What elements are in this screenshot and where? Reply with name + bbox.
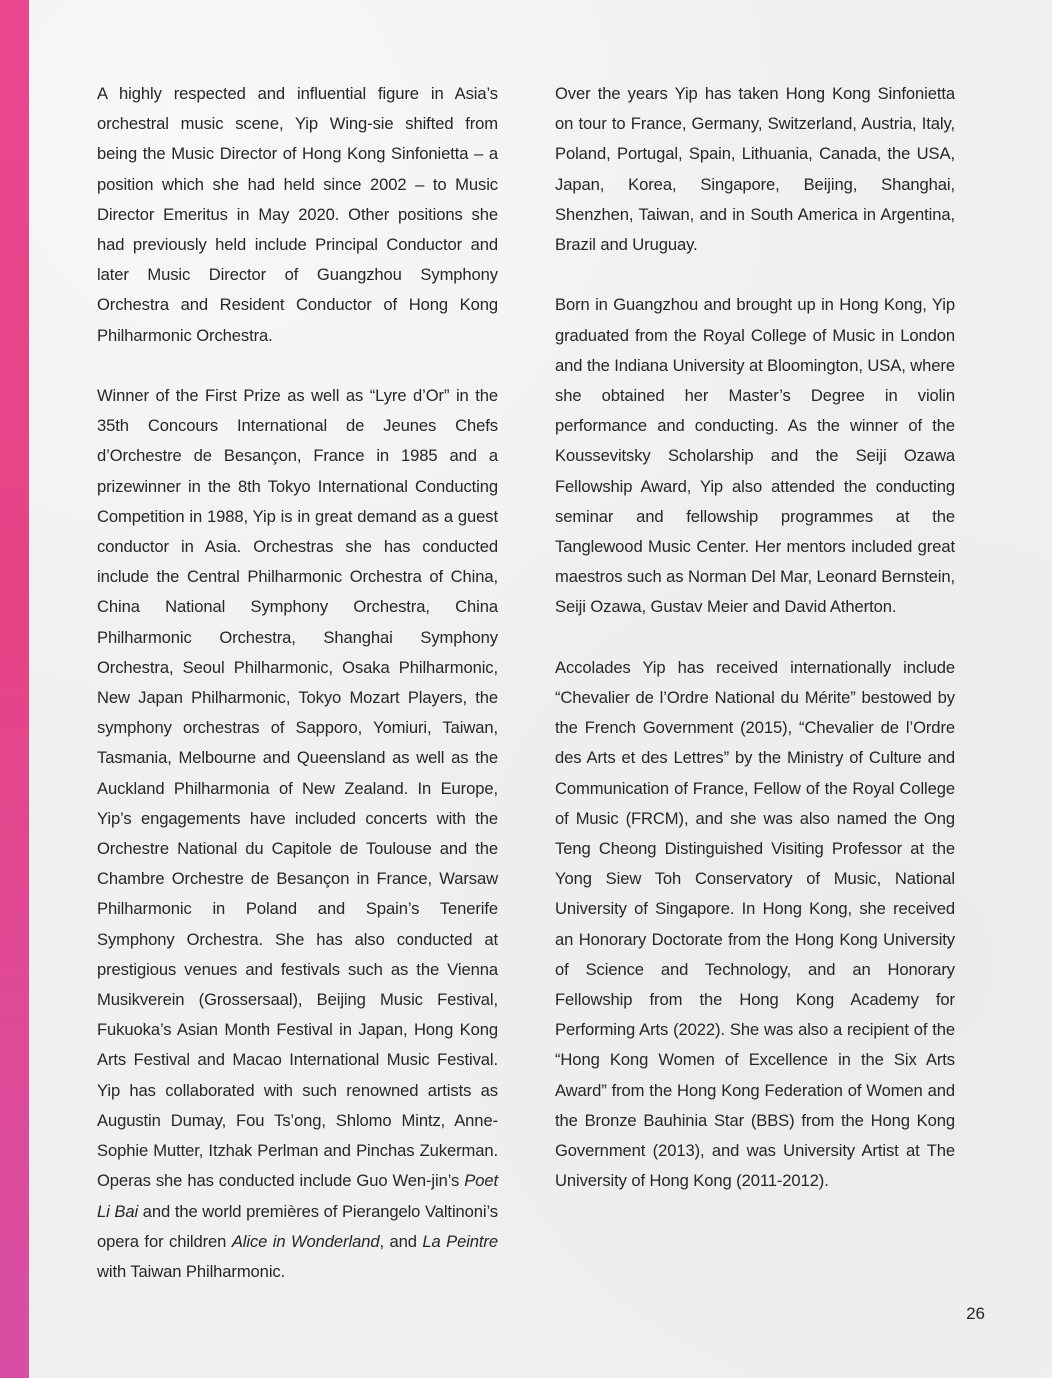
opera-title-poet-li-bai: Poet Li Bai	[97, 1171, 498, 1221]
paragraph-career-overview: A highly respected and influential figure in Asia’s orchestral music scene, Yip Wing-sie shifted from being the Music Director of Hong Kong Sinfonietta – a position which she had held since 2002 – to Music Director Emeritus in May 2020. Other positions she had previously held include Principal Conductor and later Music Director of Guangzhou Symphony Orchestra and Resident Conductor of Hong Kong Philharmonic Orchestra.	[97, 84, 498, 345]
paragraph-guest-conducting-text-3: , and	[379, 1231, 423, 1251]
paragraph-guest-conducting-text: Winner of the First Prize as well as “Lyre d’Or” in the 35th Concours International de Jeunes Chefs d’Orchestre de Besançon, France in 1985 and a prizewinner in the 8th Tokyo International Conducting Competition in 1988, Yip is in great demand as a guest conductor in Asia. Orchestras she has conducted include the Central Philharmonic Orchestra of China, China National Symphony Orchestra, China Philharmonic Orchestra, Shanghai Symphony Orchestra, Seoul Philharmonic, Osaka Philharmonic, New Japan Philharmonic, Tokyo Mozart Players, the symphony orchestras of Sapporo, Yomiuri, Taiwan, Tasmania, Melbourne and Queensland as well as the Auckland Philharmonia of New Zealand. In Europe, Yip’s engagements have included concerts with the Orchestre National du Capitole de Toulouse and the Chambre Orchestre de Besançon in France, Warsaw Philharmonic in Poland and Spain’s Tenerife Symphony Orchestra. She has also conducted at prestigious venues and festivals such as the Vienna Musikverein (Grossersaal), Beijing Music Festival, Fukuoka’s Asian Month Festival in Japan, Hong Kong Arts Festival and Macao International Music Festival. Yip has collaborated with such renowned artists as Augustin Dumay, Fou Ts’ong, Shlomo Mintz, Anne-Sophie Mutter, Itzhak Perlman and Pinchas Zukerman. Operas she has conducted include Guo Wen-jin’s	[97, 386, 498, 1191]
paragraph-tours: Over the years Yip has taken Hong Kong Sinfonietta on tour to France, Germany, Switzerland, Austria, Italy, Poland, Portugal, Spain, Lithuania, Canada, the USA, Japan, Korea, Singapore, Beijing, Shanghai, Shenzhen, Taiwan, and in South America in Argentina, Brazil and Uruguay.	[555, 84, 955, 255]
page-number: 26	[966, 1304, 985, 1323]
paragraph-guest-conducting	[97, 381, 498, 1287]
opera-title-alice-in-wonderland: Alice in Wonderland	[231, 1231, 380, 1251]
paragraph-guest-conducting-text-2: and the world premières of Pierangelo Valtinoni’s opera for children	[97, 1201, 498, 1251]
left-column	[97, 79, 498, 1287]
opera-title-la-peintre: La Peintre	[422, 1231, 498, 1251]
right-column	[555, 79, 955, 1196]
pink-side-bar	[0, 0, 29, 1378]
paragraph-accolades: Accolades Yip has received internationally include “Chevalier de l’Ordre National du Mérite” bestowed by the French Government (2015), “Chevalier de l’Ordre des Arts et des Lettres” by the Ministry of Culture and Communication of France, Fellow of the Royal College of Music (FRCM), and she was also named the Ong Teng Cheong Distinguished Visiting Professor at the Yong Siew Toh Conservatory of Music, National University of Singapore. In Hong Kong, she received an Honorary Doctorate from the Hong Kong University of Science and Technology, and an Honorary Fellowship from the Hong Kong Academy for Performing Arts (2022). She was also a recipient of the “Hong Kong Women of Excellence in the Six Arts Award” from the Hong Kong Federation of Women and the Bronze Bauhinia Star (BBS) from the Hong Kong Government (2013), and was University Artist at The University of Hong Kong (2011-2012).	[555, 657, 955, 1191]
paragraph-guest-conducting-text-4: with Taiwan Philharmonic.	[97, 1261, 286, 1281]
paragraph-education: Born in Guangzhou and brought up in Hong Kong, Yip graduated from the Royal College of Music in London and the Indiana University at Bloomington, USA, where she obtained her Master’s Degree in violin performance and conducting. As the winner of the Koussevitsky Scholarship and the Seiji Ozawa Fellowship Award, Yip also attended the conducting seminar and fellowship programmes at the Tanglewood Music Center. Her mentors included great maestros such as Norman Del Mar, Leonard Bernstein, Seiji Ozawa, Gustav Meier and David Atherton.	[555, 295, 955, 617]
